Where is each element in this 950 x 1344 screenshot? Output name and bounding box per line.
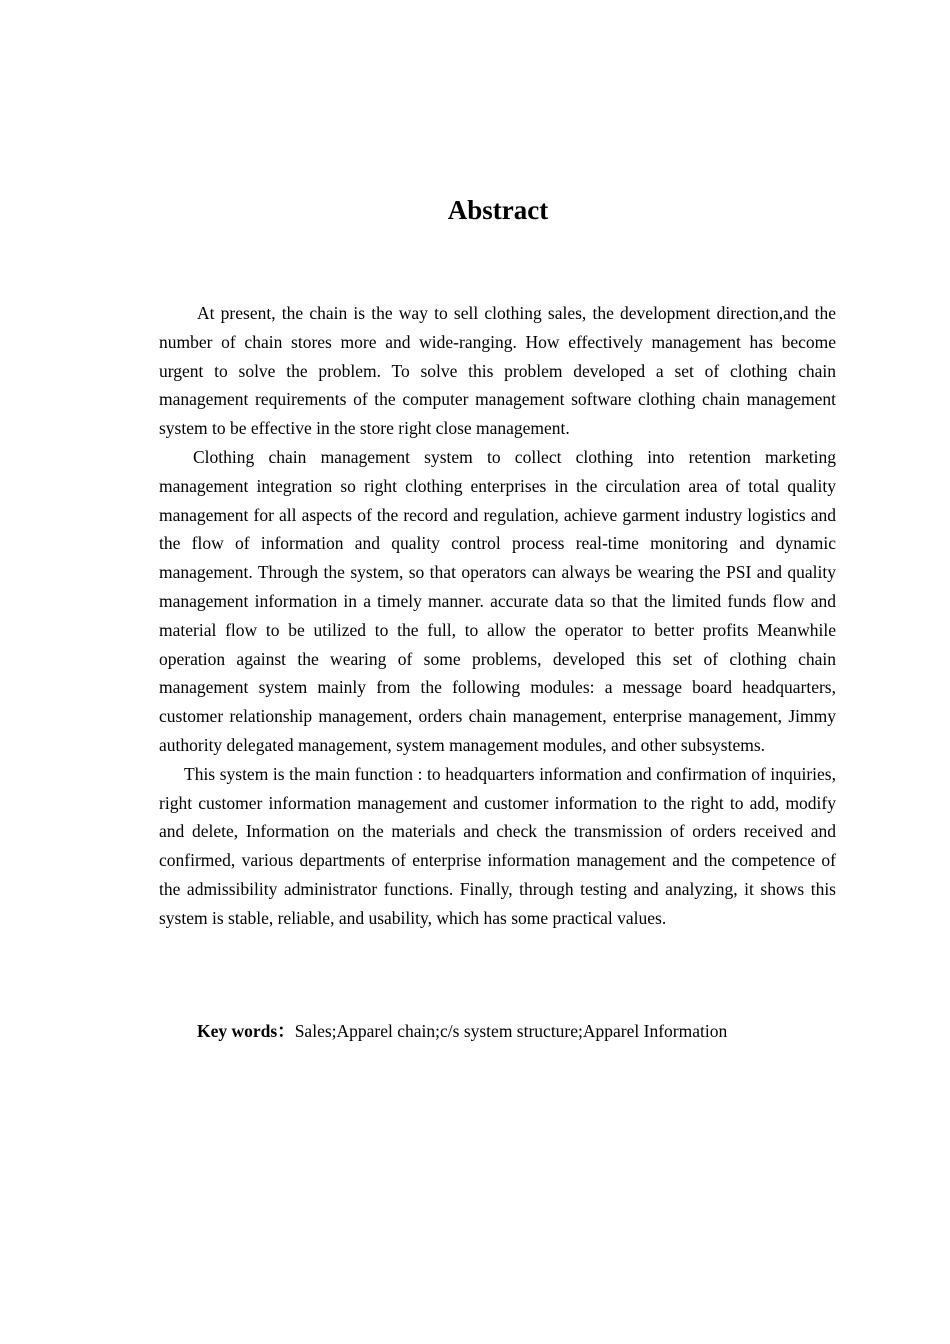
abstract-paragraph-3: This system is the main function : to headquarters information and confirmation of inquiries, right customer information management and customer information to the right to add, modify and delete, Information on the materials and check the transmission of orders received and confirmed, various departments of enterprise information management and the competence of the admissibility administrator functions. Finally, through testing and analyzing, it shows this system is stable, reliable, and usability, which has some practical values. (159, 763, 836, 928)
abstract-body (159, 299, 836, 933)
abstract-paragraph-1: At present, the chain is the way to sell clothing sales, the development direction,and the number of chain stores more and wide-ranging. How effectively management has become urgent to solve the problem. To solve this problem developed a set of clothing chain management requirements of the computer management software clothing chain management system to be effective in the store right close management. (159, 303, 836, 439)
keywords-label: Key words： (197, 1021, 295, 1041)
keywords-line (197, 1017, 727, 1045)
keywords-value: Sales;Apparel chain;c/s system structure;Apparel Information (294, 1021, 728, 1041)
abstract-paragraph-2: Clothing chain management system to collect clothing into retention marketing management integration so right clothing enterprises in the circulation area of total quality management for all aspects of the record and regulation, achieve garment industry logistics and the flow of information and quality control process real-time monitoring and dynamic management. Through the system, so that operators can always be wearing the PSI and quality management information in a timely manner. accurate data so that the limited funds flow and material flow to be utilized to the full, to allow the operator to better profits Meanwhile operation against the wearing of some problems, developed this set of clothing chain management system mainly from the following modules: a message board headquarters, customer relationship management, orders chain management, enterprise management, Jimmy authority delegated management, system management modules, and other subsystems. (159, 446, 836, 755)
abstract-title: Abstract (447, 195, 549, 225)
